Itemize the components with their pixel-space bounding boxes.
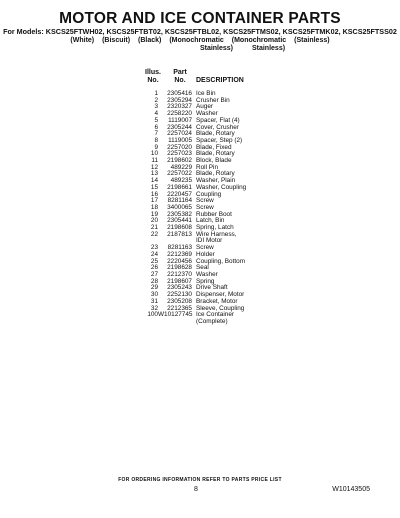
illus-number: 2 xyxy=(154,96,158,104)
part-number: 2198608 xyxy=(167,224,192,232)
illus-number: 29 xyxy=(150,284,158,292)
part-description: Cover, Crusher xyxy=(196,123,239,131)
illus-number: 9 xyxy=(154,143,158,151)
part-description: Spacer, Step (2) xyxy=(196,136,243,144)
part-description: Screw xyxy=(196,197,214,205)
illus-number: 31 xyxy=(150,297,158,305)
part-number: W10127745 xyxy=(158,311,193,319)
part-description: Auger xyxy=(196,103,214,111)
part-description: Seal xyxy=(196,264,209,272)
part-number: 2212370 xyxy=(167,270,192,278)
part-description: Blade, Rotary xyxy=(196,170,235,178)
part-description: Wire Harness, xyxy=(196,230,237,238)
part-number: 489235 xyxy=(170,177,192,185)
ordering-notice: FOR ORDERING INFORMATION REFER TO PARTS PRICE LIST xyxy=(118,477,282,483)
part-description: Washer xyxy=(196,110,218,118)
part-number: 2305441 xyxy=(167,217,192,225)
part-number: 2198607 xyxy=(167,277,192,285)
illus-number: 17 xyxy=(150,197,158,205)
variant-label: Stainless) xyxy=(251,45,286,52)
illus-number: 1 xyxy=(154,90,158,97)
part-number: 2305416 xyxy=(167,90,192,97)
part-number: 2305382 xyxy=(167,210,192,218)
part-col-header xyxy=(168,69,192,85)
part-description: Washer, Plain xyxy=(196,177,236,185)
illus-col-header xyxy=(138,69,168,85)
part-description: Blade, Rotary xyxy=(196,130,235,138)
document-number: W10143505 xyxy=(332,486,370,493)
part-description: Coupling, Bottom xyxy=(196,257,246,265)
illus-number: 8 xyxy=(154,136,158,144)
part-description: Block, Blade xyxy=(196,157,232,165)
part-number: 2198661 xyxy=(167,183,192,191)
illus-number: 20 xyxy=(150,217,158,225)
part-description: Latch, Bin xyxy=(196,217,225,225)
variant-label: (Stainless) xyxy=(294,37,330,44)
part-description: Dispenser, Motor xyxy=(196,291,245,299)
part-description: Spring, Latch xyxy=(196,224,234,232)
illus-number: 21 xyxy=(150,224,158,232)
illus-number: 27 xyxy=(150,270,158,278)
part-description: Blade, Fixed xyxy=(196,143,232,151)
part-number: 2305294 xyxy=(167,96,192,104)
part-number: 2305208 xyxy=(167,297,192,305)
illus-number: 22 xyxy=(150,230,158,238)
header-text: Part xyxy=(173,69,187,76)
part-number: 2258220 xyxy=(167,110,192,118)
part-number: 2212365 xyxy=(167,304,192,312)
part-description: Drive Shaft xyxy=(196,284,228,292)
variant-label: (Biscuit) xyxy=(102,37,131,44)
header-text: No. xyxy=(147,77,159,84)
part-description: Screw xyxy=(196,244,214,252)
part-description: Screw xyxy=(196,203,214,211)
part-description: Bracket, Motor xyxy=(196,297,238,305)
illus-number: 32 xyxy=(150,304,158,312)
part-description: Spring xyxy=(196,277,215,285)
illus-number: 28 xyxy=(150,277,158,285)
model-variants xyxy=(0,37,400,53)
illus-number: 100 xyxy=(147,311,158,319)
variant-label: (Monochromatic xyxy=(169,37,224,44)
table-row xyxy=(138,232,338,239)
illus-number: 7 xyxy=(154,130,158,138)
part-number: 2305243 xyxy=(167,284,192,292)
page-number: 8 xyxy=(194,486,198,493)
table-row xyxy=(138,312,338,319)
page-title: MOTOR AND ICE CONTAINER PARTS xyxy=(59,10,341,27)
illus-number: 5 xyxy=(154,116,158,124)
illus-number: 26 xyxy=(150,264,158,272)
part-description: Washer, Coupling xyxy=(196,183,247,191)
illus-number: 19 xyxy=(150,210,158,218)
part-number: 1119007 xyxy=(168,116,192,124)
part-number: 2320327 xyxy=(167,103,192,111)
desc-col-header: DESCRIPTION xyxy=(196,77,244,84)
part-description: Spacer, Flat (4) xyxy=(196,116,240,124)
header-text: No. xyxy=(174,77,186,84)
part-description: Washer xyxy=(196,270,218,278)
part-number: 2257020 xyxy=(167,143,192,151)
variant-label: (Monochromatic xyxy=(231,37,287,44)
part-number: 2212369 xyxy=(167,250,192,258)
part-number: 8281163 xyxy=(167,244,192,252)
illus-number: 30 xyxy=(150,291,158,299)
model-list: For Models: KSCS25FTWH02, KSCS25FTBT02, KSCS25FTBL02, KSCS25FTMS02, KSCS25FTMK02, KSCS25FTSS02 xyxy=(3,27,397,36)
illus-number: 10 xyxy=(150,150,158,158)
variant-second-line xyxy=(0,45,400,53)
part-description: Holder xyxy=(196,250,215,258)
variant-label: (White) xyxy=(70,37,95,44)
part-number: 2257022 xyxy=(167,170,192,178)
part-number: 3400065 xyxy=(167,203,192,211)
part-number: 2220457 xyxy=(167,190,192,198)
illus-number: 4 xyxy=(154,110,158,118)
illus-number: 6 xyxy=(154,123,158,131)
part-number: 1119005 xyxy=(168,136,192,144)
table-row xyxy=(138,319,338,326)
part-description: Crusher Bin xyxy=(196,96,230,104)
part-number: 2198628 xyxy=(167,264,192,272)
variant-label: (Black) xyxy=(138,37,162,44)
part-description: (Complete) xyxy=(196,317,228,325)
illus-number: 18 xyxy=(150,203,158,211)
table-row xyxy=(138,158,338,165)
part-description: Roll Pin xyxy=(196,163,219,171)
illus-number: 13 xyxy=(150,170,158,178)
illus-number: 23 xyxy=(150,244,158,252)
part-number: 2187813 xyxy=(167,230,192,238)
part-number: 2305244 xyxy=(167,123,192,131)
illus-number: 15 xyxy=(150,183,158,191)
part-description: Blade, Rotary xyxy=(196,150,235,158)
illus-number: 12 xyxy=(150,163,158,171)
illus-number: 11 xyxy=(151,157,158,165)
variant-label: Stainless) xyxy=(199,45,234,52)
table-row xyxy=(138,171,338,178)
header-text: Illus. xyxy=(145,69,161,76)
part-number: 2257023 xyxy=(167,150,192,158)
part-description: Ice Bin xyxy=(196,90,216,97)
illus-number: 25 xyxy=(150,257,158,265)
part-description: IDI Motor xyxy=(196,237,223,245)
part-number: 2257024 xyxy=(167,130,192,138)
illus-number: 14 xyxy=(150,177,158,185)
parts-table xyxy=(138,91,338,326)
illus-number: 3 xyxy=(154,103,158,111)
part-number: 2220456 xyxy=(167,257,192,265)
part-number: 8281164 xyxy=(167,197,192,205)
part-number: 2252130 xyxy=(167,291,192,299)
part-description: Sleeve, Coupling xyxy=(196,304,245,312)
illus-number: 24 xyxy=(150,250,158,258)
illus-number: 16 xyxy=(150,190,158,198)
part-number: 489229 xyxy=(170,163,192,171)
part-description: Ice Container xyxy=(196,311,235,319)
part-description: Rubber Boot xyxy=(196,210,232,218)
part-description: Coupling xyxy=(196,190,222,198)
part-number: 2198602 xyxy=(167,157,192,165)
